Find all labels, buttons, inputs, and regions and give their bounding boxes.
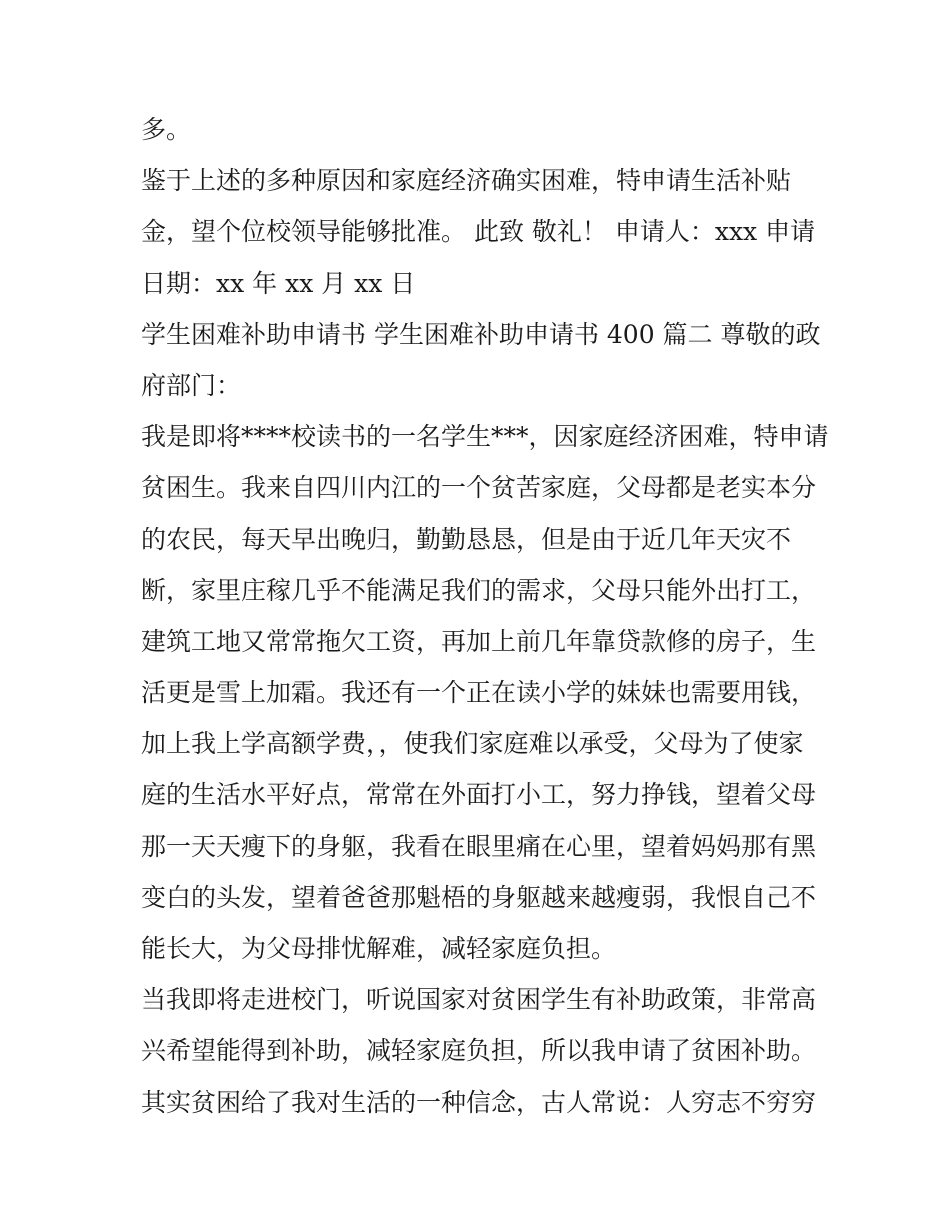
text-line: 府部门： bbox=[141, 370, 242, 400]
text-line: 贫困生。我来自四川内江的一个贫苦家庭，父母都是老实本分 bbox=[141, 473, 817, 503]
text-line: 庭的生活水平好点，常常在外面打小工，努力挣钱，望着父母 bbox=[141, 780, 817, 810]
text-line: 断，家里庄稼几乎不能满足我们的需求，父母只能外出打工， bbox=[141, 575, 817, 605]
text-line: 金，望个位校领导能够批准。 此致 敬礼！ 申请人：xxx 申请 bbox=[141, 217, 816, 247]
document-body bbox=[141, 104, 829, 1128]
text-line: 多。 bbox=[141, 115, 192, 144]
text-line: 建筑工地又常常拖欠工资，再加上前几年靠贷款修的房子，生 bbox=[141, 626, 817, 656]
text-line: 那一天天瘦下的身躯，我看在眼里痛在心里，望着妈妈那有黑 bbox=[141, 831, 817, 861]
text-line: 鉴于上述的多种原因和家庭经济确实困难，特申请生活补贴 bbox=[141, 166, 792, 196]
text-line: 我是即将****校读书的一名学生***，因家庭经济困难，特申请 bbox=[141, 422, 829, 452]
text-line: 能长大，为父母排忧解难，减轻家庭负担。 bbox=[141, 934, 617, 963]
text-line: 其实贫困给了我对生活的一种信念，古人常说：人穷志不穷穷 bbox=[141, 1087, 817, 1117]
text-line: 兴希望能得到补助，减轻家庭负担，所以我申请了贫困补助。 bbox=[141, 1036, 817, 1066]
text-line: 的农民，每天早出晚归，勤勤恳恳，但是由于近几年天灾不 bbox=[141, 524, 792, 554]
text-line: 活更是雪上加霜。我还有一个正在读小学的妹妹也需要用钱， bbox=[141, 678, 817, 708]
text-line: 日期：xx 年 xx 月 xx 日 bbox=[141, 268, 416, 298]
text-line: 变白的头发，望着爸爸那魁梧的身躯越来越瘦弱，我恨自己不 bbox=[141, 882, 817, 912]
text-line: 学生困难补助申请书 学生困难补助申请书 400 篇二 尊敬的政 bbox=[141, 319, 821, 349]
text-line: 当我即将走进校门，听说国家对贫困学生有补助政策，非常高 bbox=[141, 985, 817, 1015]
text-line: 加上我上学高额学费，，使我们家庭难以承受，父母为了使家 bbox=[141, 729, 804, 759]
